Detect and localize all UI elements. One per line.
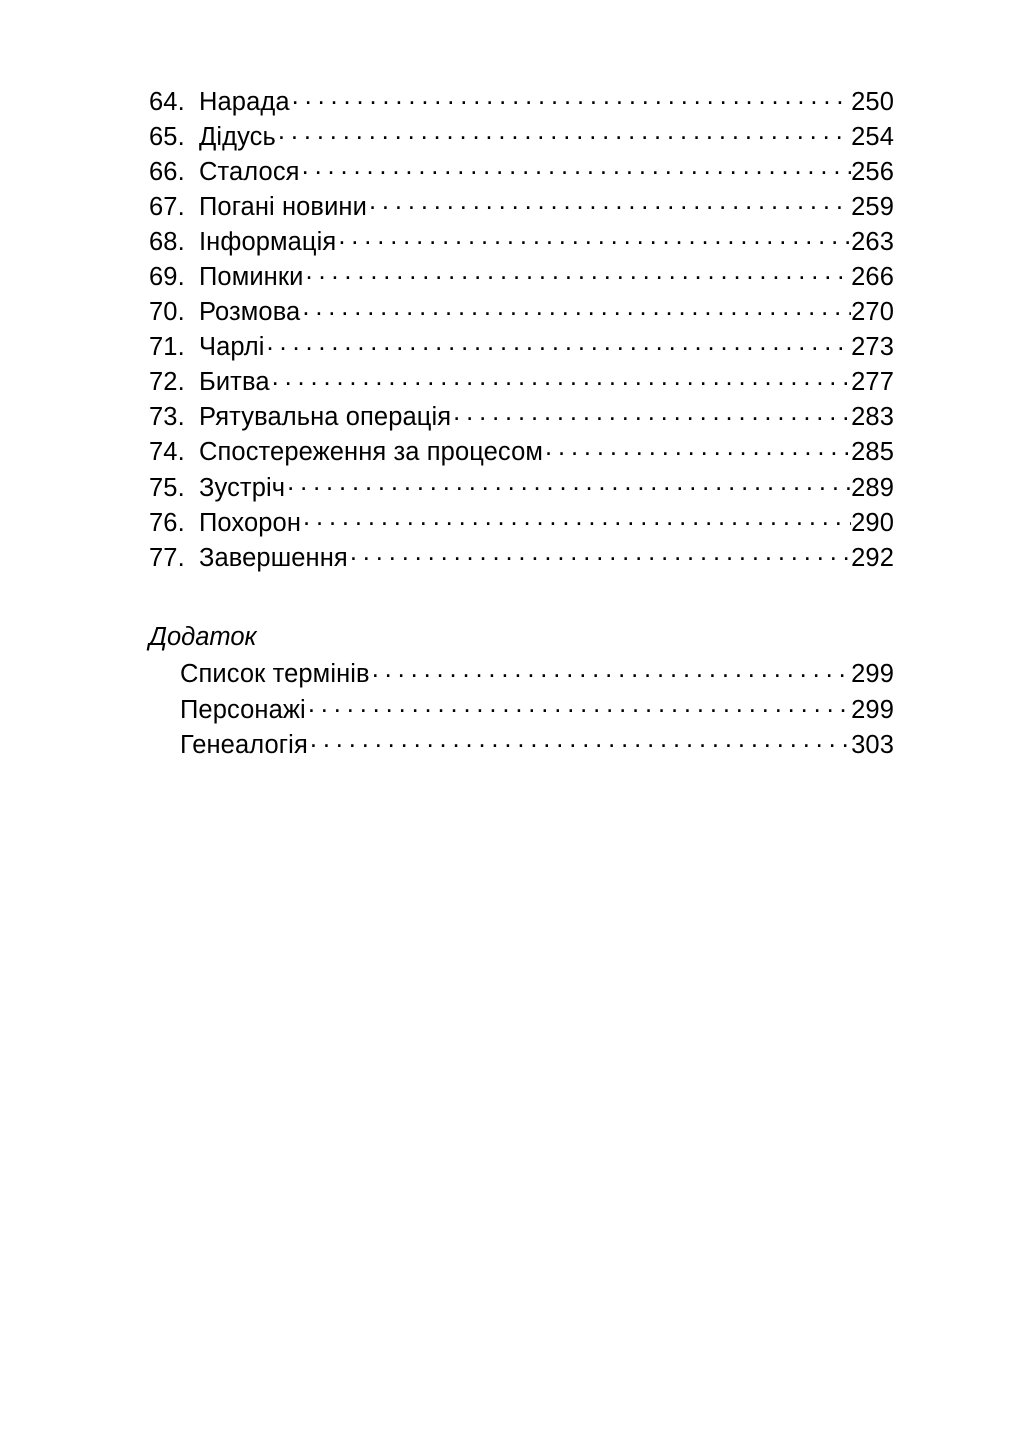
toc-entry-page-number: 277 <box>851 368 894 397</box>
dot-leader <box>267 330 852 356</box>
toc-entry-page-number: 259 <box>851 192 894 221</box>
toc-entry[interactable] <box>149 84 894 119</box>
toc-entry[interactable] <box>149 224 894 259</box>
dot-leader <box>369 189 851 215</box>
toc-entry-page-number: 270 <box>851 298 894 327</box>
toc-entry-page-number: 254 <box>851 122 894 151</box>
toc-entry-title: Рятувальна операція <box>199 403 452 432</box>
toc-entry[interactable] <box>149 365 894 400</box>
toc-entry-title: Поминки <box>199 262 304 291</box>
appendix-heading: Додаток <box>149 623 257 652</box>
toc-entry-title: Завершення <box>199 543 348 572</box>
toc-entry-title: Інформація <box>199 227 337 256</box>
toc-entry[interactable] <box>149 154 894 189</box>
toc-entry[interactable] <box>149 189 894 224</box>
toc-entry[interactable] <box>149 505 894 540</box>
toc-entry-number: 74. <box>149 438 185 467</box>
toc-entry-number: 64. <box>149 87 185 116</box>
toc-entry-page-number: 290 <box>851 508 894 537</box>
toc-entry-page-number: 266 <box>851 262 894 291</box>
dot-leader <box>302 154 852 180</box>
toc-entry-page-number: 256 <box>851 157 894 186</box>
toc-entry[interactable] <box>149 540 894 575</box>
toc-entry-number: 77. <box>149 543 185 572</box>
appendix-entry[interactable] <box>180 657 894 692</box>
toc-entry-title: Дідусь <box>199 122 276 151</box>
appendix-entry[interactable] <box>180 692 894 727</box>
toc-entry-title: Зустріч <box>199 473 286 502</box>
dot-leader <box>310 727 851 753</box>
toc-entry-page-number: 285 <box>851 438 894 467</box>
dot-leader <box>303 505 851 531</box>
toc-entry[interactable] <box>149 435 894 470</box>
appendix-entry-title: Персонажі <box>180 695 306 724</box>
toc-entry-number: 69. <box>149 262 185 291</box>
dot-leader <box>453 400 851 426</box>
toc-entry-page-number: 289 <box>851 473 894 502</box>
toc-entry[interactable] <box>149 119 894 154</box>
toc-entry-number: 71. <box>149 333 185 362</box>
toc-entry-title: Спостереження за процесом <box>199 438 543 467</box>
appendix-entry-title: Список термінів <box>180 660 370 689</box>
dot-leader <box>278 119 851 145</box>
appendix-entry-title: Генеалогія <box>180 730 308 759</box>
toc-entry-number: 76. <box>149 508 185 537</box>
toc-entry-title: Нарада <box>199 87 290 116</box>
toc-entry-title: Погані новини <box>199 192 367 221</box>
toc-entry-number: 66. <box>149 157 185 186</box>
dot-leader <box>545 435 851 461</box>
toc-entry-page-number: 273 <box>851 333 894 362</box>
dot-leader <box>305 259 851 285</box>
toc-entry[interactable] <box>149 259 894 294</box>
toc-entry-page-number: 263 <box>851 227 894 256</box>
toc-entry-title: Розмова <box>199 298 301 327</box>
dot-leader <box>372 657 851 683</box>
toc-entry-title: Сталося <box>199 157 300 186</box>
toc-entry[interactable] <box>149 330 894 365</box>
toc-entry-title: Битва <box>199 368 270 397</box>
toc-entry-number: 70. <box>149 298 185 327</box>
toc-entry-number: 72. <box>149 368 185 397</box>
dot-leader <box>287 470 851 496</box>
chapter-list <box>149 84 894 575</box>
toc-entry-page-number: 250 <box>851 87 894 116</box>
appendix-entry-page-number: 299 <box>851 660 894 689</box>
dot-leader <box>292 84 852 110</box>
toc-entry-number: 65. <box>149 122 185 151</box>
toc-entry-page-number: 283 <box>851 403 894 432</box>
toc-entry-title: Похорон <box>199 508 302 537</box>
table-of-contents <box>149 84 894 762</box>
dot-leader <box>338 224 851 250</box>
toc-entry-title: Чарлі <box>199 333 265 362</box>
dot-leader <box>272 365 852 391</box>
appendix-entry-page-number: 303 <box>851 730 894 759</box>
appendix-entry-page-number: 299 <box>851 695 894 724</box>
toc-entry-number: 68. <box>149 227 185 256</box>
dot-leader <box>350 540 851 566</box>
toc-entry-number: 75. <box>149 473 185 502</box>
toc-entry[interactable] <box>149 295 894 330</box>
toc-entry[interactable] <box>149 400 894 435</box>
toc-entry[interactable] <box>149 470 894 505</box>
appendix-section <box>149 621 894 762</box>
dot-leader <box>302 295 851 321</box>
toc-entry-number: 73. <box>149 403 185 432</box>
toc-entry-page-number: 292 <box>851 543 894 572</box>
toc-entry-number: 67. <box>149 192 185 221</box>
appendix-entry[interactable] <box>180 727 894 762</box>
dot-leader <box>308 692 851 718</box>
appendix-entry-list <box>180 657 894 762</box>
